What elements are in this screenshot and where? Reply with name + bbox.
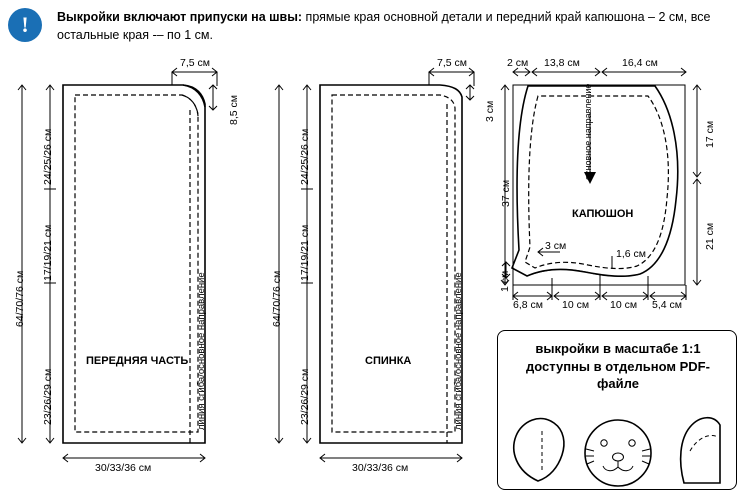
front-dim-neck-height: 8,5 см [228,95,240,125]
pdf-info-box [497,330,737,490]
back-dim-left-total: 64/70/76 см [271,270,283,327]
hood-dim-top-c: 16,4 см [622,57,658,69]
info-icon-glyph: ! [21,12,29,37]
front-dim-left-lower: 23/26/29 см [42,368,54,425]
front-dim-bottom: 30/33/36 см [95,462,152,474]
hood-dim-top-b: 13,8 см [544,57,580,69]
pdf-info-line2: доступны в отдельном PDF- [526,358,710,374]
back-dim-top: 7,5 см [437,57,467,69]
hood-piece-icon [681,418,720,483]
front-title: ПЕРЕДНЯЯ ЧАСТЬ [86,355,189,367]
hood-dim-right-upper: 17 см [704,120,716,148]
pdf-info-line3: файле [597,376,639,392]
pdf-info-thumbnails [498,331,738,491]
note-bold: Выкройки включают припуски на швы: [57,10,303,24]
front-dim-left-mid: 17/19/21 см [42,224,54,281]
hood-dim-left: 37 см [500,179,512,207]
back-title: СПИНКА [365,355,412,367]
hood-dim-bottom-c: 10 см [610,299,638,311]
pdf-info-line1: выкройки в масштабе 1:1 [535,341,701,356]
bear-face-icon [585,420,651,486]
ear-piece-icon [514,419,564,481]
hood-dim-bottom-b: 10 см [562,299,590,311]
back-dim-left-lower: 23/26/29 см [299,368,311,425]
hood-dim-inner-b: 1,6 см [616,248,646,260]
front-dim-left-upper: 24/25/26 см [42,128,54,185]
back-dim-bottom: 30/33/36 см [352,462,409,474]
back-dim-left-upper: 24/25/26 см [299,128,311,185]
front-dim-top: 7,5 см [180,57,210,69]
hood-title: КАПЮШОН [572,208,634,220]
hood-dim-inner-a: 3 см [545,240,567,252]
back-dim-left-mid: 17/19/21 см [299,224,311,281]
note-rest: прямые края основной детали и передний край капюшона – 2 см, все остальные края -– по 1 см. [57,10,711,43]
hood-dim-bottom-d: 5,4 см [652,299,682,311]
hood-dim-top-a: 2 см [507,57,529,69]
hood-dim-bottom-left-edge: 1 см [499,270,511,292]
hood-grain-label: основное направление [583,83,593,180]
front-fold-label: линия сгиба/основное направление [196,272,207,430]
back-dim-neck-height: 3 см [484,100,496,122]
hood-dim-bottom-a: 6,8 см [513,299,543,311]
back-fold-label: линия сгиба/основное направление [453,272,464,430]
hood-dim-right-lower: 21 см [704,222,716,250]
front-dim-left-total: 64/70/76 см [14,270,26,327]
